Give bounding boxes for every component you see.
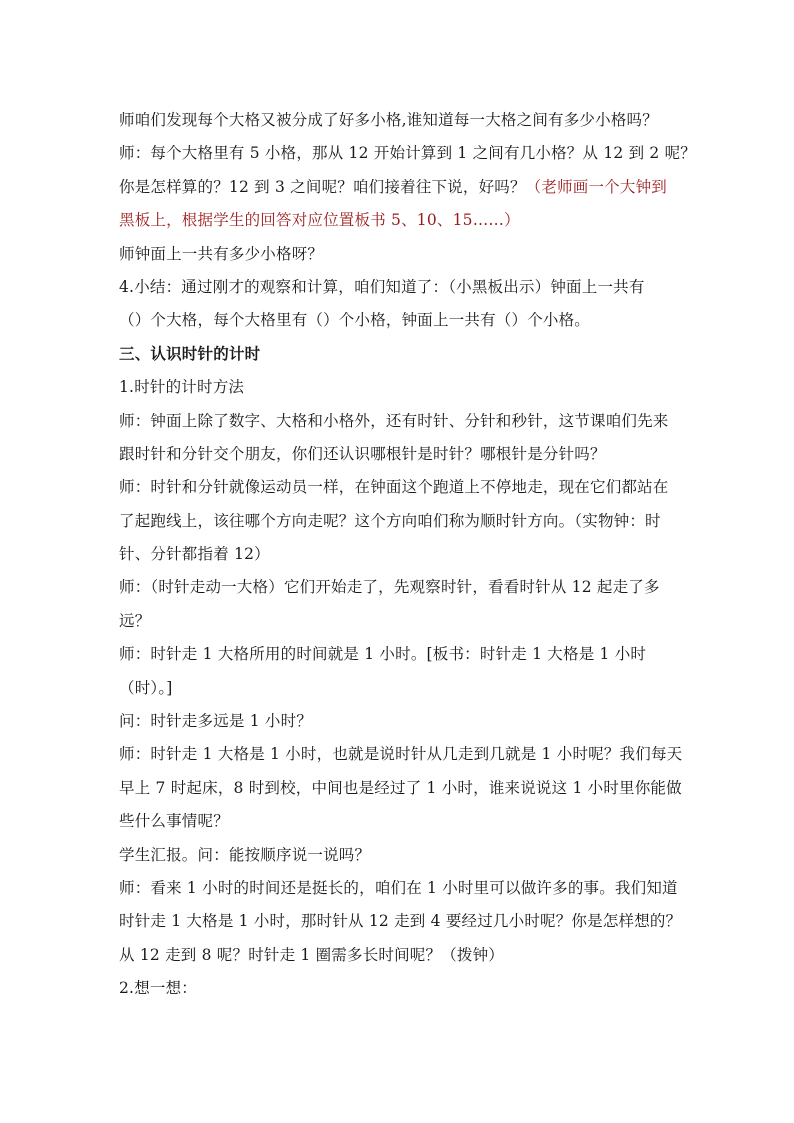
paragraph-line: [119, 104, 679, 137]
line-text: 师：时针走 1 大格是 1 小时，也就是说时针从几走到几就是 1 小时呢？我们每天: [119, 745, 683, 764]
line-text: 些什么事情呢？: [119, 812, 229, 831]
paragraph-line: [119, 939, 679, 972]
line-text: 师：时针和分针就像运动员一样，在钟面这个跑道上不停地走，现在它们都站在: [119, 478, 669, 497]
paragraph-line: [119, 438, 679, 471]
line-text: 了起跑线上，该往哪个方向走呢？这个方向咱们称为顺时针方向。（实物钟：时: [119, 511, 661, 530]
paragraph-line: [119, 772, 682, 805]
line-text: 时针走 1 大格是 1 小时，那时针从 12 走到 4 要经过几小时呢？你是怎样想的？: [119, 912, 682, 931]
line-text: 师：钟面上除了数字、大格和小格外，还有时针、分针和秒针，这节课咱们先来: [119, 411, 669, 430]
line-text: 学生汇报。问：能按顺序说一说吗？: [119, 845, 371, 864]
paragraph-line: [119, 839, 679, 872]
line-text: 早上 7 时起床，8 时到校，中间也是经过了 1 小时，谁来说说这 1 小时里你能做: [119, 778, 682, 797]
paragraph-line: [119, 204, 679, 237]
paragraph-line: [119, 304, 679, 337]
paragraph-line: [119, 638, 679, 671]
line-text: （）个大格，每个大格里有（）个小格，钟面上一共有（）个小格。: [119, 311, 591, 330]
line-text: 师：（时针走动一大格）它们开始走了，先观察时针，看看时针从 12 起走了多: [119, 578, 660, 597]
document-body: [119, 104, 697, 1006]
line-text: 针、分针都指着 12）: [119, 545, 270, 564]
line-text: 师钟面上一共有多少小格呀？: [119, 244, 324, 263]
line-text: 师：看来 1 小时的时间还是挺长的，咱们在 1 小时里可以做许多的事。我们知道: [119, 878, 678, 897]
line-text: 师：每个大格里有 5 小格，那从 12 开始计算到 1 之间有几小格？从 12 到 2 呢？: [119, 144, 697, 163]
paragraph-line: [119, 972, 679, 1005]
line-text: 2.想一想：: [119, 979, 197, 998]
paragraph-line: [119, 171, 679, 204]
line-text: 你是怎样算的？12 到 3 之间呢？咱们接着往下说，好吗？: [119, 177, 526, 196]
paragraph-line: [119, 471, 679, 504]
teacher-note-red: （老师画一个大钟到: [525, 177, 667, 196]
paragraph-line: [119, 238, 679, 271]
line-text: 从 12 走到 8 呢？时针走 1 圈需多长时间呢？（拨钟）: [119, 945, 505, 964]
paragraph-line: [119, 538, 679, 571]
paragraph-line: [119, 672, 679, 705]
line-text: 问：时针走多远是 1 小时？: [119, 712, 313, 731]
line-text: （时）。]: [119, 678, 173, 697]
line-text: 师：时针走 1 大格所用的时间就是 1 小时。[板书：时针走 1 大格是 1 小时: [119, 645, 647, 664]
paragraph-line: [119, 371, 679, 404]
paragraph-line: [119, 905, 682, 938]
paragraph-line: [119, 571, 679, 604]
paragraph-line: [119, 872, 679, 905]
teacher-note-red: 黑板上，根据学生的回答对应位置板书 5、10、15……）: [119, 211, 520, 230]
paragraph-line: [119, 705, 679, 738]
section-heading: [119, 338, 679, 371]
paragraph-line: [119, 605, 679, 638]
line-text: 4.小结：通过刚才的观察和计算，咱们知道了：（小黑板出示）钟面上一共有: [119, 277, 645, 296]
paragraph-line: [119, 505, 679, 538]
paragraph-line: [119, 738, 683, 771]
paragraph-line: [119, 805, 679, 838]
line-text: 师咱们发现每个大格又被分成了好多小格,谁知道每一大格之间有多少小格吗？: [119, 111, 658, 129]
paragraph-line: [119, 405, 679, 438]
line-text: 1.时针的计时方法: [119, 378, 245, 397]
heading-text: 三、认识时针的计时: [119, 344, 261, 363]
paragraph-line: [119, 137, 697, 170]
paragraph-line: [119, 271, 679, 304]
line-text: 跟时针和分针交个朋友，你们还认识哪根针是时针？哪根针是分针吗？: [119, 444, 606, 463]
line-text: 远？: [119, 611, 151, 630]
